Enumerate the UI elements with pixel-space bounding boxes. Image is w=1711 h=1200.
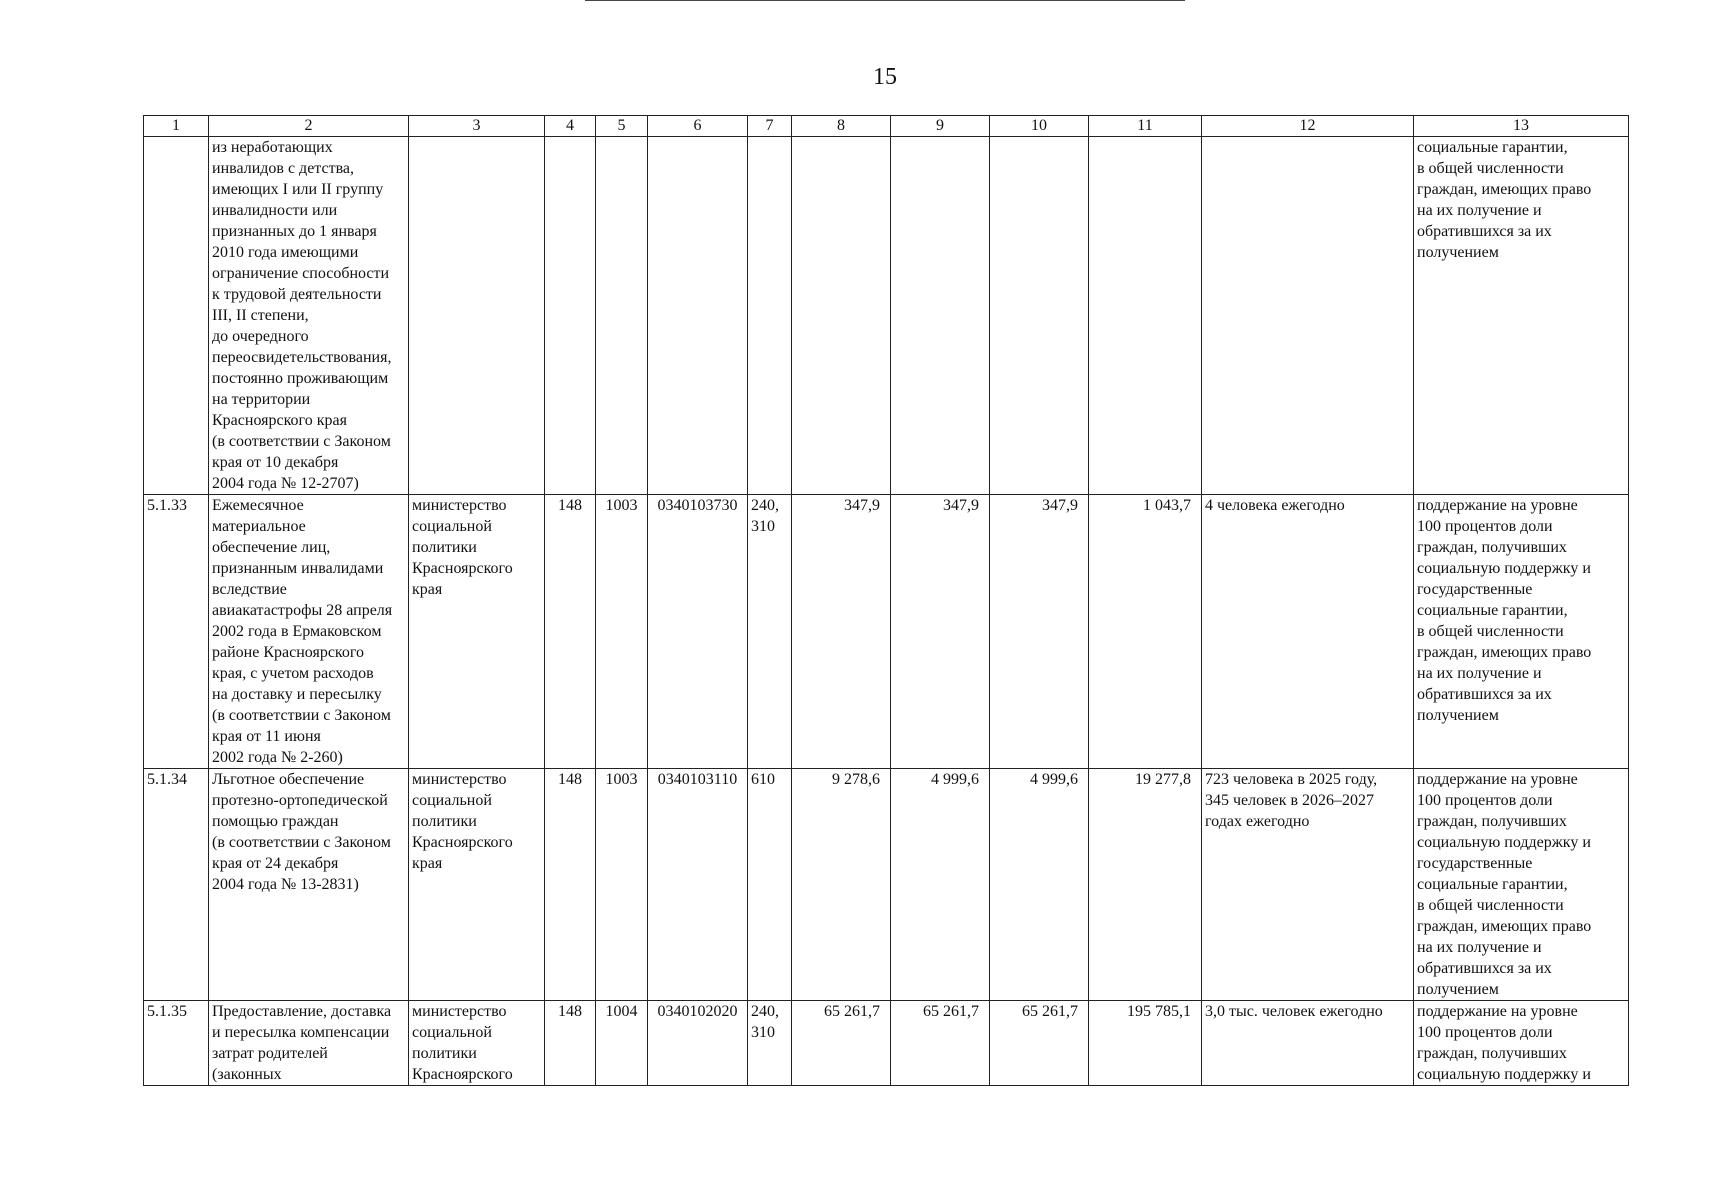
cell-year-1: 347,9: [792, 495, 891, 769]
header-cell-1: 1: [144, 116, 209, 137]
header-row: [144, 116, 1629, 137]
table-row: [144, 769, 1629, 1001]
header-cell-2: 2: [209, 116, 409, 137]
cell-grbs: 148: [545, 495, 596, 769]
cell-section: 1003: [596, 769, 648, 1001]
cell-description: из неработающих инвалидов с детства, имеющих I или II группу инвалидности или признанных до 1 января 2010 года имеющими ограничение способности к трудовой деятельности III, II степени, до очередного переосвидетельствования, постоянно проживающим на территории Красноярского края (в соответствии с Законом края от 10 декабря 2004 года № 12-2707): [209, 137, 409, 495]
top-rule: [585, 0, 1185, 1]
cell-expense-type: [748, 137, 792, 495]
cell-year-3: 65 261,7: [990, 1001, 1089, 1086]
cell-year-2: 4 999,6: [891, 769, 990, 1001]
cell-expected-result: 3,0 тыс. человек ежегодно: [1202, 1001, 1414, 1086]
header-cell-8: 8: [792, 116, 891, 137]
cell-number: 5.1.33: [144, 495, 209, 769]
cell-section: 1004: [596, 1001, 648, 1086]
cell-year-2: 65 261,7: [891, 1001, 990, 1086]
cell-number: [144, 137, 209, 495]
cell-year-1: 65 261,7: [792, 1001, 891, 1086]
cell-expected-result: 723 человека в 2025 году, 345 человек в 2026–2027 годах ежегодно: [1202, 769, 1414, 1001]
page-number: 15: [873, 64, 897, 90]
cell-section: 1003: [596, 495, 648, 769]
header-cell-5: 5: [596, 116, 648, 137]
cell-grbs: [545, 137, 596, 495]
table-row: [144, 137, 1629, 495]
cell-total: 195 785,1: [1089, 1001, 1202, 1086]
header-cell-10: 10: [990, 116, 1089, 137]
cell-indicator: социальные гарантии, в общей численности граждан, имеющих право на их получение и обратившихся за их получением: [1414, 137, 1629, 495]
header-cell-9: 9: [891, 116, 990, 137]
cell-year-2: [891, 137, 990, 495]
cell-total: 19 277,8: [1089, 769, 1202, 1001]
cell-year-1: 9 278,6: [792, 769, 891, 1001]
cell-executor: [409, 137, 545, 495]
cell-description: Льготное обеспечение протезно-ортопедической помощью граждан (в соответствии с Законом края от 24 декабря 2004 года № 13-2831): [209, 769, 409, 1001]
cell-number: 5.1.35: [144, 1001, 209, 1086]
cell-target-article: 0340103730: [648, 495, 748, 769]
cell-grbs: 148: [545, 769, 596, 1001]
header-cell-3: 3: [409, 116, 545, 137]
cell-grbs: 148: [545, 1001, 596, 1086]
cell-year-2: 347,9: [891, 495, 990, 769]
header-cell-12: 12: [1202, 116, 1414, 137]
cell-year-3: 4 999,6: [990, 769, 1089, 1001]
header-cell-13: 13: [1414, 116, 1629, 137]
cell-total: 1 043,7: [1089, 495, 1202, 769]
cell-section: [596, 137, 648, 495]
cell-description: Предоставление, доставка и пересылка компенсации затрат родителей (законных: [209, 1001, 409, 1086]
cell-indicator: поддержание на уровне 100 процентов доли граждан, получивших социальную поддержку и государственные социальные гарантии, в общей численности граждан, имеющих право на их получение и обратившихся за их получением: [1414, 495, 1629, 769]
cell-target-article: 0340102020: [648, 1001, 748, 1086]
cell-executor: министерство социальной политики Красноярского края: [409, 495, 545, 769]
table-row: [144, 1001, 1629, 1086]
cell-number: 5.1.34: [144, 769, 209, 1001]
cell-expense-type: 240, 310: [748, 495, 792, 769]
cell-indicator: поддержание на уровне 100 процентов доли граждан, получивших социальную поддержку и: [1414, 1001, 1629, 1086]
header-cell-4: 4: [545, 116, 596, 137]
cell-executor: министерство социальной политики Красноярского: [409, 1001, 545, 1086]
cell-total: [1089, 137, 1202, 495]
header-cell-11: 11: [1089, 116, 1202, 137]
cell-expected-result: [1202, 137, 1414, 495]
cell-year-1: [792, 137, 891, 495]
program-table: [143, 115, 1629, 1086]
cell-expected-result: 4 человека ежегодно: [1202, 495, 1414, 769]
header-cell-7: 7: [748, 116, 792, 137]
cell-expense-type: 240, 310: [748, 1001, 792, 1086]
cell-target-article: [648, 137, 748, 495]
cell-year-3: [990, 137, 1089, 495]
cell-indicator: поддержание на уровне 100 процентов доли граждан, получивших социальную поддержку и государственные социальные гарантии, в общей численности граждан, имеющих право на их получение и обратившихся за их получением: [1414, 769, 1629, 1001]
table-row: [144, 495, 1629, 769]
cell-description: Ежемесячное материальное обеспечение лиц, признанным инвалидами вследствие авиакатастрофы 28 апреля 2002 года в Ермаковском районе Красноярского края, с учетом расходов на доставку и пересылку (в соответствии с Законом края от 11 июня 2002 года № 2-260): [209, 495, 409, 769]
cell-target-article: 0340103110: [648, 769, 748, 1001]
cell-expense-type: 610: [748, 769, 792, 1001]
cell-year-3: 347,9: [990, 495, 1089, 769]
cell-executor: министерство социальной политики Красноярского края: [409, 769, 545, 1001]
header-cell-6: 6: [648, 116, 748, 137]
